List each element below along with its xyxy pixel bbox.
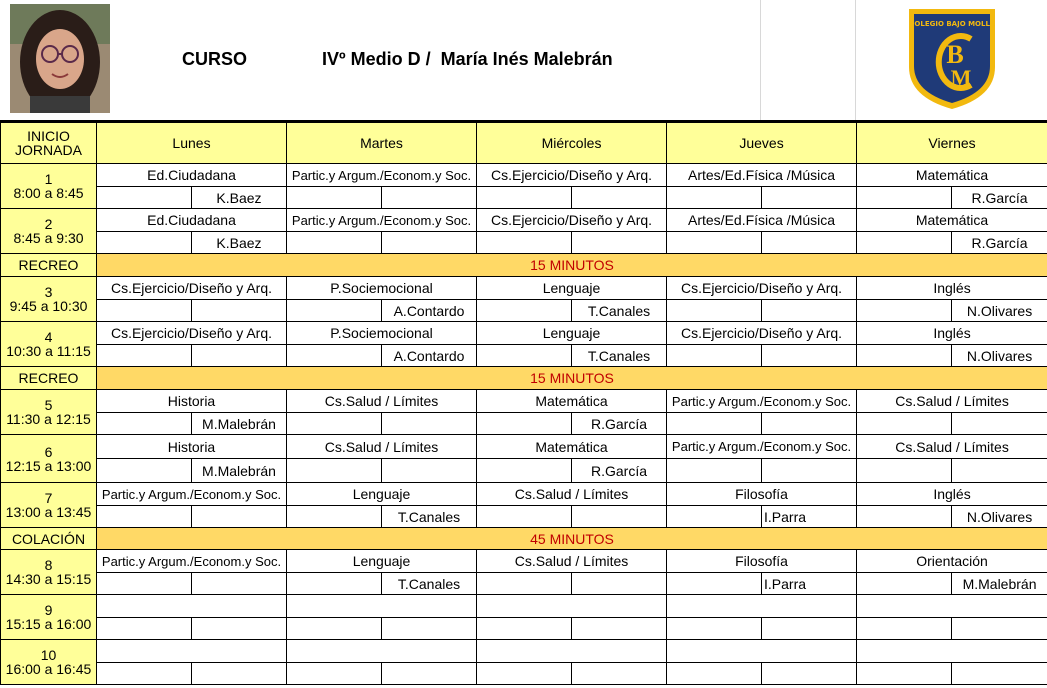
subject-cell: Cs.Salud / Límites	[477, 483, 667, 506]
teacher-cell	[382, 187, 477, 209]
teacher-cell	[952, 459, 1047, 483]
course-value: IVº Medio D / María Inés Malebrán	[322, 49, 613, 69]
teacher-cell	[382, 618, 477, 640]
header-divider	[760, 0, 761, 122]
day-header-lunes: Lunes	[97, 123, 287, 164]
subject-cell: Lenguaje	[287, 483, 477, 506]
subject-cell: Inglés	[857, 483, 1047, 506]
break-label: RECREO	[1, 254, 97, 277]
subject-cell: Cs.Ejercicio/Diseño y Arq.	[477, 209, 667, 232]
teacher-cell	[192, 663, 287, 685]
teacher-cell: R.García	[572, 459, 667, 483]
subject-cell: Cs.Salud / Límites	[287, 435, 477, 459]
logo-letter-b: B	[946, 40, 964, 69]
teacher-cell	[952, 618, 1047, 640]
teacher-cell: I.Parra	[762, 506, 857, 528]
teacher-cell	[762, 232, 857, 254]
subject-cell: Historia	[97, 435, 287, 459]
period-cell: 8 14:30 a 15:15	[1, 550, 97, 595]
teacher-cell	[762, 459, 857, 483]
teacher-cell: T.Canales	[572, 300, 667, 322]
subject-cell: Filosofía	[667, 550, 857, 573]
teacher-cell	[572, 506, 667, 528]
subject-cell: Cs.Salud / Límites	[857, 435, 1047, 459]
subject-cell: Artes/Ed.Física /Música	[667, 164, 857, 187]
subject-cell: Inglés	[857, 322, 1047, 345]
period-cell: 6 12:15 a 13:00	[1, 435, 97, 483]
teacher-cell	[572, 663, 667, 685]
teacher-cell: M.Malebrán	[192, 459, 287, 483]
teacher-cell	[952, 413, 1047, 435]
teacher-cell	[192, 300, 287, 322]
subject-cell	[667, 640, 857, 663]
teacher-cell: R.García	[952, 187, 1047, 209]
teacher-cell	[382, 413, 477, 435]
teacher-cell	[952, 663, 1047, 685]
period-cell: 10 16:00 a 16:45	[1, 640, 97, 685]
subject-cell	[857, 640, 1047, 663]
subject-cell: Partic.y Argum./Econom.y Soc.	[667, 435, 857, 459]
teacher-cell	[762, 300, 857, 322]
subject-cell: Ed.Ciudadana	[97, 164, 287, 187]
teacher-cell: K.Baez	[192, 187, 287, 209]
teacher-cell	[382, 663, 477, 685]
subject-cell: Cs.Ejercicio/Diseño y Arq.	[667, 277, 857, 300]
teacher-cell: T.Canales	[382, 506, 477, 528]
teacher-cell: R.García	[572, 413, 667, 435]
teacher-cell: K.Baez	[192, 232, 287, 254]
teacher-cell: T.Canales	[572, 345, 667, 367]
logo-letter-m: M	[950, 65, 972, 90]
teacher-cell: A.Contardo	[382, 345, 477, 367]
period-cell: 3 9:45 a 10:30	[1, 277, 97, 322]
teacher-cell: N.Olivares	[952, 506, 1047, 528]
course-label: CURSO	[182, 49, 248, 69]
logo-text: COLEGIO BAJO MOLLE	[909, 20, 995, 28]
subject-cell: Orientación	[857, 550, 1047, 573]
subject-cell: P.Sociemocional	[287, 277, 477, 300]
subject-cell	[287, 595, 477, 618]
day-header-jueves: Jueves	[667, 123, 857, 164]
teacher-photo	[10, 4, 110, 113]
subject-cell: Matemática	[857, 164, 1047, 187]
teacher-cell: R.García	[952, 232, 1047, 254]
subject-cell	[97, 640, 287, 663]
header-divider	[855, 0, 856, 122]
teacher-cell	[762, 663, 857, 685]
break-duration: 15 MINUTOS	[97, 367, 1047, 390]
subject-cell: P.Sociemocional	[287, 322, 477, 345]
break-duration: 15 MINUTOS	[97, 254, 1047, 277]
subject-cell: Partic.y Argum./Econom.y Soc.	[287, 164, 477, 187]
start-header: INICIO JORNADA	[1, 123, 97, 164]
break-label: RECREO	[1, 367, 97, 390]
subject-cell: Inglés	[857, 277, 1047, 300]
teacher-cell	[572, 187, 667, 209]
schedule-table	[0, 122, 1047, 685]
break-duration: 45 MINUTOS	[97, 528, 1047, 550]
teacher-cell	[192, 345, 287, 367]
subject-cell: Cs.Ejercicio/Diseño y Arq.	[667, 322, 857, 345]
subject-cell: Partic.y Argum./Econom.y Soc.	[97, 550, 287, 573]
teacher-cell	[382, 232, 477, 254]
subject-cell	[477, 640, 667, 663]
period-cell: 7 13:00 a 13:45	[1, 483, 97, 528]
subject-cell: Cs.Salud / Límites	[287, 390, 477, 413]
subject-cell: Cs.Ejercicio/Diseño y Arq.	[97, 277, 287, 300]
subject-cell	[667, 595, 857, 618]
teacher-cell	[572, 573, 667, 595]
teacher-cell	[192, 506, 287, 528]
subject-cell: Cs.Ejercicio/Diseño y Arq.	[477, 164, 667, 187]
subject-cell: Ed.Ciudadana	[97, 209, 287, 232]
subject-cell: Artes/Ed.Física /Música	[667, 209, 857, 232]
day-header-miercoles: Miércoles	[477, 123, 667, 164]
subject-cell: Partic.y Argum./Econom.y Soc.	[97, 483, 287, 506]
break-label: COLACIÓN	[1, 528, 97, 550]
teacher-cell	[572, 618, 667, 640]
subject-cell: Partic.y Argum./Econom.y Soc.	[287, 209, 477, 232]
teacher-cell: M.Malebrán	[192, 413, 287, 435]
subject-cell: Filosofía	[667, 483, 857, 506]
subject-cell: Matemática	[857, 209, 1047, 232]
day-header-martes: Martes	[287, 123, 477, 164]
subject-cell: Lenguaje	[477, 277, 667, 300]
teacher-cell	[382, 459, 477, 483]
subject-cell: Cs.Salud / Límites	[477, 550, 667, 573]
subject-cell: Cs.Ejercicio/Diseño y Arq.	[97, 322, 287, 345]
subject-cell: Cs.Salud / Límites	[857, 390, 1047, 413]
period-cell: 4 10:30 a 11:15	[1, 322, 97, 367]
teacher-cell	[762, 618, 857, 640]
subject-cell	[287, 640, 477, 663]
teacher-cell	[572, 232, 667, 254]
period-cell: 5 11:30 a 12:15	[1, 390, 97, 435]
school-logo	[905, 5, 999, 111]
subject-cell: Historia	[97, 390, 287, 413]
teacher-cell: T.Canales	[382, 573, 477, 595]
teacher-cell	[762, 413, 857, 435]
day-header-viernes: Viernes	[857, 123, 1047, 164]
teacher-cell	[762, 187, 857, 209]
subject-cell: Lenguaje	[287, 550, 477, 573]
period-cell: 9 15:15 a 16:00	[1, 595, 97, 640]
teacher-cell	[192, 573, 287, 595]
subject-cell: Matemática	[477, 390, 667, 413]
teacher-cell	[192, 618, 287, 640]
header	[0, 0, 1047, 122]
teacher-cell	[762, 345, 857, 367]
period-cell: 2 8:45 a 9:30	[1, 209, 97, 254]
period-cell: 1 8:00 a 8:45	[1, 164, 97, 209]
subject-cell: Partic.y Argum./Econom.y Soc.	[667, 390, 857, 413]
subject-cell: Matemática	[477, 435, 667, 459]
subject-cell	[97, 595, 287, 618]
teacher-cell: N.Olivares	[952, 345, 1047, 367]
subject-cell	[477, 595, 667, 618]
teacher-cell: M.Malebrán	[952, 573, 1047, 595]
teacher-cell: N.Olivares	[952, 300, 1047, 322]
subject-cell: Lenguaje	[477, 322, 667, 345]
teacher-cell: A.Contardo	[382, 300, 477, 322]
teacher-cell: I.Parra	[762, 573, 857, 595]
subject-cell	[857, 595, 1047, 618]
